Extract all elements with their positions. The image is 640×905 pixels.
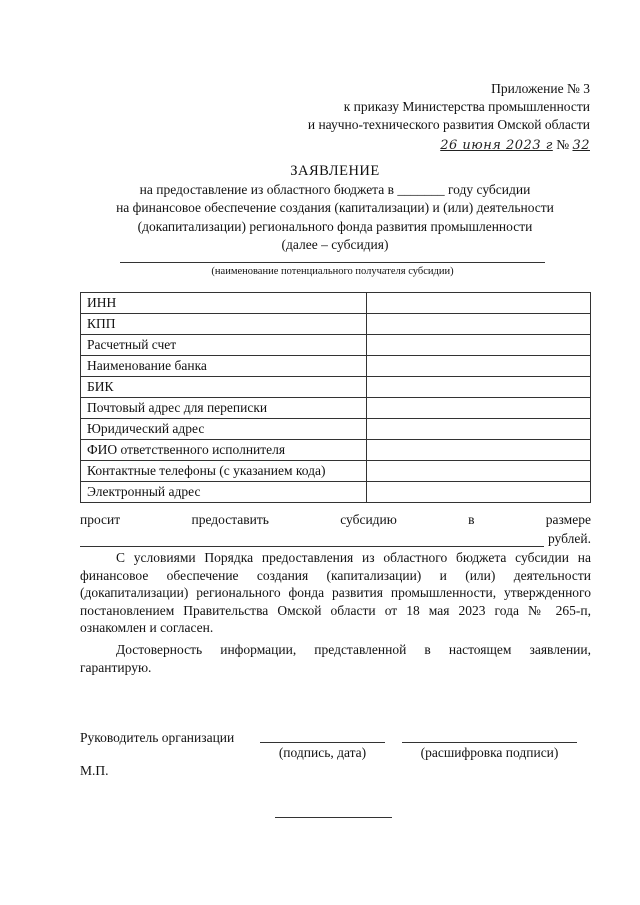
amount-field[interactable] xyxy=(80,533,544,547)
requisite-label: Почтовый адрес для переписки xyxy=(81,398,367,419)
title-line-1: на предоставление из областного бюджета в _______ году субсидии xyxy=(139,181,531,197)
document-title: ЗАЯВЛЕНИЕ xyxy=(290,163,380,179)
requisite-value-field[interactable] xyxy=(367,356,591,377)
title-line-3: (докапитализации) регионального фонда развития промышленности xyxy=(137,218,533,234)
requisite-value-field[interactable] xyxy=(367,398,591,419)
appendix-order-ref: к приказу Министерства промышленности xyxy=(343,99,590,114)
conditions-paragraph xyxy=(80,549,591,637)
bottom-separator xyxy=(275,817,392,818)
appendix-number: Приложение № 3 xyxy=(491,81,590,96)
requisite-value-field[interactable] xyxy=(367,440,591,461)
requisite-value-field[interactable] xyxy=(367,314,591,335)
org-name-caption: (наименование потенциального получателя субсидии) xyxy=(211,266,454,277)
table-row xyxy=(81,314,591,335)
requisite-value-field[interactable] xyxy=(367,335,591,356)
requisite-label: БИК xyxy=(81,377,367,398)
requisite-label: КПП xyxy=(81,314,367,335)
table-row xyxy=(81,482,591,503)
requisite-value-field[interactable] xyxy=(367,461,591,482)
requisite-label: Наименование банка xyxy=(81,356,367,377)
table-row xyxy=(81,398,591,419)
request-word-subsidy: субсидию xyxy=(340,512,397,527)
request-word-asks: просит xyxy=(80,512,121,527)
requisite-label: Юридический адрес xyxy=(81,419,367,440)
request-word-amount: размере xyxy=(545,512,591,527)
decode-caption: (расшифровка подписи) xyxy=(420,745,559,760)
number-sign: № xyxy=(556,137,570,152)
guarantee-paragraph xyxy=(80,641,591,676)
appendix-ministry: и научно-технического развития Омской области xyxy=(307,117,590,132)
title-line-2: на финансовое обеспечение создания (капитализации) и (или) деятельности xyxy=(116,200,554,215)
table-row xyxy=(81,293,591,314)
signature-caption: (подпись, дата) xyxy=(278,745,367,760)
requisite-value-field[interactable] xyxy=(367,482,591,503)
requisite-value-field[interactable] xyxy=(367,293,591,314)
requisite-value-field[interactable] xyxy=(367,419,591,440)
table-row xyxy=(81,440,591,461)
amount-line xyxy=(80,530,591,547)
table-row xyxy=(81,461,591,482)
org-name-field[interactable] xyxy=(120,262,545,263)
requisite-label: Контактные телефоны (с указанием кода) xyxy=(81,461,367,482)
request-word-provide: предоставить xyxy=(191,512,269,527)
requisite-label: Расчетный счет xyxy=(81,335,367,356)
title-block xyxy=(60,162,610,255)
requisites-table xyxy=(80,292,591,503)
appendix-block xyxy=(308,80,590,155)
stamp-place-label: М.П. xyxy=(80,763,109,778)
table-row xyxy=(81,335,591,356)
guarantee-text: Достоверность информации, представленной в настоящем заявлении, гарантирую. xyxy=(80,642,591,675)
requisite-label: ИНН xyxy=(81,293,367,314)
handwritten-date: 26 июня 2023 г xyxy=(440,138,553,153)
title-line-4: (далее – субсидия) xyxy=(281,237,389,252)
head-label: Руководитель организации xyxy=(80,730,235,745)
request-block xyxy=(80,511,591,547)
table-row xyxy=(81,419,591,440)
handwritten-number: 32 xyxy=(572,138,590,153)
table-row xyxy=(81,377,591,398)
conditions-text: С условиями Порядка предоставления из областного бюджета субсидии на финансовое обеспечение создания (капитализации) и (или) деятельности (докапитализации) регионального фонда развития промышленности, утвержденного постановлением Правительства Омской области от 18 мая 2023 года № 265-п, ознакомлен и согласен. xyxy=(80,550,591,635)
request-line xyxy=(80,511,591,528)
signature-field[interactable] xyxy=(260,742,385,743)
table-row xyxy=(81,356,591,377)
requisite-label: ФИО ответственного исполнителя xyxy=(81,440,367,461)
request-word-in: в xyxy=(468,512,475,527)
signature-decode-field[interactable] xyxy=(402,742,577,743)
requisite-label: Электронный адрес xyxy=(81,482,367,503)
requisite-value-field[interactable] xyxy=(367,377,591,398)
currency-label: рублей. xyxy=(547,531,591,546)
appendix-date-line xyxy=(308,136,590,155)
